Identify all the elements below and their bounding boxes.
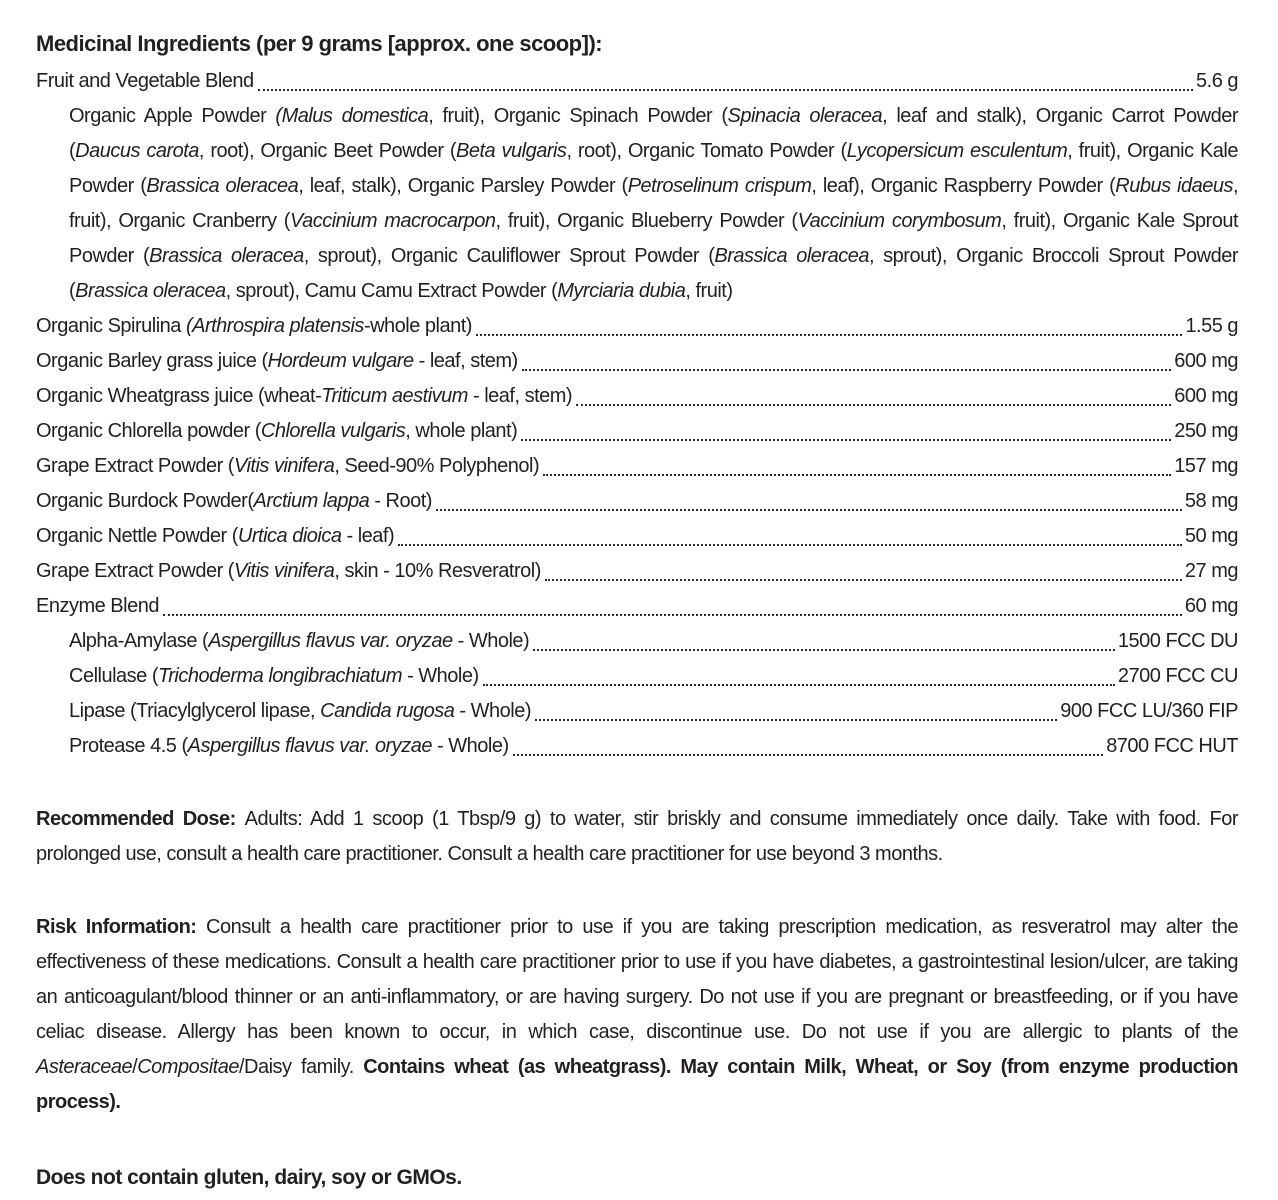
ingredient-name: Grape Extract Powder (Vitis vinifera, skin - 10% Resveratrol) [36,560,541,582]
ingredient-amount: 1500 FCC DU [1117,630,1238,652]
ingredient-row-grape-seed-extract [36,449,1238,484]
dotted-leader [258,64,1193,99]
does-not-contain-statement: Does not contain gluten, dairy, soy or GMOs. [36,1166,462,1189]
enzyme-row-protease [36,729,1238,764]
enzyme-row-cellulase [36,659,1238,694]
ingredient-name: Organic Burdock Powder(Arctium lappa - Root) [36,490,432,512]
ingredient-name: Enzyme Blend [36,595,159,617]
dotted-leader [513,729,1104,764]
enzyme-row-alpha-amylase [36,624,1238,659]
ingredient-name: Organic Wheatgrass juice (wheat-Triticum aestivum - leaf, stem) [36,385,573,407]
ingredient-name: Grape Extract Powder (Vitis vinifera, Seed-90% Polyphenol) [36,455,540,477]
ingredient-name: Organic Barley grass juice (Hordeum vulgare - leaf, stem) [36,350,518,372]
dotted-leader [436,484,1182,519]
ingredient-name: Organic Spirulina (Arthrospira platensis-whole plant) [36,315,472,337]
ingredient-name: Alpha-Amylase (Aspergillus flavus var. oryzae - Whole) [69,630,530,652]
ingredient-row-wheatgrass-juice [36,379,1238,414]
ingredient-amount: 60 mg [1184,595,1238,617]
dotted-leader [543,449,1171,484]
dotted-leader [533,624,1115,659]
ingredient-row-fruit-and-vegetable-blend [36,64,1238,99]
ingredient-row-spirulina [36,309,1238,344]
ingredient-amount: 27 mg [1184,560,1238,582]
ingredient-amount: 50 mg [1184,525,1238,547]
dotted-leader [483,659,1115,694]
dotted-leader [521,414,1171,449]
ingredient-name: Organic Nettle Powder (Urtica dioica - leaf) [36,525,395,547]
ingredient-name: Lipase (Triacylglycerol lipase, Candida rugosa - Whole) [69,700,531,722]
dotted-leader [522,344,1172,379]
ingredient-amount: 8700 FCC HUT [1106,735,1238,757]
risk-information-paragraph: Risk Information: Consult a health care practitioner prior to use if you are taking prescription medication, as resveratrol may alter the effectiveness of these medications. Consult a health care practitioner prior to use if you have diabetes, a gastrointestinal lesion/ulcer, are taking an anticoagulant/blood thinner or an anti-inflammatory, or are having surgery. Do not use if you are pregnant or breastfeeding, or if you have celiac disease. Allergy has been known to occur, in which case, discontinue use. Do not use if you are allergic to plants of the Asteraceae/Compositae/Daisy family. Contains wheat (as wheatgrass). May contain Milk, Wheat, or Soy (from enzyme production process). [36,916,1238,1113]
ingredient-row-chlorella-powder [36,414,1238,449]
dotted-leader [535,694,1057,729]
ingredient-name: Fruit and Vegetable Blend [36,70,254,92]
ingredient-row-barley-grass-juice [36,344,1238,379]
fruit-vegetable-blend-composition: Organic Apple Powder (Malus domestica, fruit), Organic Spinach Powder (Spinacia oleracea, leaf and stalk), Organic Carrot Powder (Daucus carota, root), Organic Beet Powder (Beta vulgaris, root), Organic Tomato Powder (Lycopersicum esculentum, fruit), Organic Kale Powder (Brassica oleracea, leaf, stalk), Organic Parsley Powder (Petroselinum crispum, leaf), Organic Raspberry Powder (Rubus idaeus, fruit), Organic Cranberry (Vaccinium macrocarpon, fruit), Organic Blueberry Powder (Vaccinium corymbosum, fruit), Organic Kale Sprout Powder (Brassica oleracea, sprout), Organic Cauliflower Sprout Powder (Brassica oleracea, sprout), Organic Broccoli Sprout Powder (Brassica oleracea, sprout), Camu Camu Extract Powder (Myrciaria dubia, fruit) [69,105,1239,302]
dotted-leader [398,519,1182,554]
dotted-leader [545,554,1182,589]
ingredient-amount: 157 mg [1174,455,1238,477]
ingredient-amount: 1.55 g [1185,315,1238,337]
ingredient-amount: 900 FCC LU/360 FIP [1060,700,1238,722]
ingredient-amount: 600 mg [1174,350,1238,372]
ingredient-name: Protease 4.5 (Aspergillus flavus var. oryzae - Whole) [69,735,509,757]
enzyme-row-lipase [36,694,1238,729]
ingredient-row-enzyme-blend [36,589,1238,624]
ingredient-row-grape-skin-extract [36,554,1238,589]
ingredient-amount: 2700 FCC CU [1117,665,1238,687]
ingredient-amount: 250 mg [1174,420,1238,442]
ingredient-amount: 5.6 g [1196,70,1238,92]
dotted-leader [163,589,1182,624]
ingredient-row-nettle-powder [36,519,1238,554]
dotted-leader [576,379,1171,414]
dotted-leader [476,309,1182,344]
ingredient-amount: 58 mg [1184,490,1238,512]
ingredient-amount: 600 mg [1174,385,1238,407]
ingredient-name: Cellulase (Trichoderma longibrachiatum - Whole) [69,665,479,687]
recommended-dose-paragraph: Recommended Dose: Adults: Add 1 scoop (1 Tbsp/9 g) to water, stir briskly and consume immediately once daily. Take with food. For prolonged use, consult a health care practitioner. Consult a health care practitioner for use beyond 3 months. [36,808,1238,865]
ingredient-row-burdock-powder [36,484,1238,519]
medicinal-ingredients-heading: Medicinal Ingredients (per 9 grams [approx. one scoop]): [36,31,603,56]
ingredient-name: Organic Chlorella powder (Chlorella vulgaris, whole plant) [36,420,518,442]
